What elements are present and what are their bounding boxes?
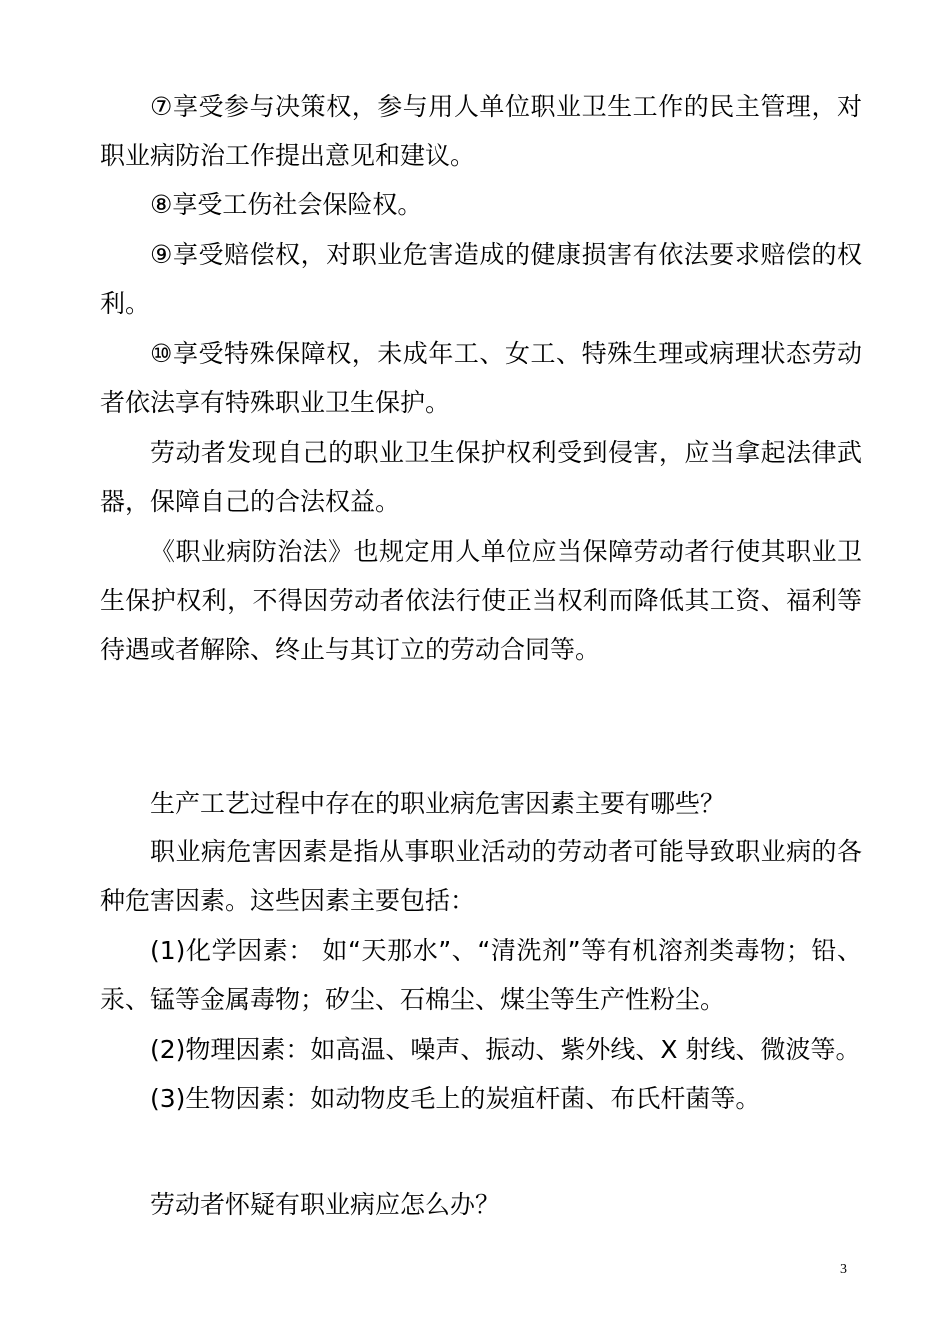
paragraph-right-8: ⑧享受工伤社会保险权。 — [150, 190, 423, 219]
paragraph-law-provision: 《职业病防治法》也规定用人单位应当保障劳动者行使其职业卫生保护权利，不得因劳动者依法行使正当权利而降低其工资、福利等待遇或者解除、终止与其订立的劳动合同等。 — [100, 537, 862, 664]
page-number: 3 — [840, 1262, 847, 1277]
paragraph-right-9: ⑨享受赔偿权，对职业危害造成的健康损害有依法要求赔偿的权利。 — [100, 240, 862, 318]
paragraph-hazard-definition: 职业病危害因素是指从事职业活动的劳动者可能导致职业病的各种危害因素。这些因素主要包括： — [100, 837, 862, 915]
list-item-chemical-factors: (1)化学因素： 如“天那水”、“清洗剂”等有机溶剂类毒物；铅、汞、锰等金属毒物；矽尘、石棉尘、煤尘等生产性粉尘。 — [100, 936, 862, 1014]
list-item-biological-factors: (3)生物因素：如动物皮毛上的炭疽杆菌、布氏杆菌等。 — [150, 1084, 761, 1113]
list-item-physical-factors: (2)物理因素：如高温、噪声、振动、紫外线、X 射线、微波等。 — [150, 1035, 861, 1064]
section-heading-suspected-disease: 劳动者怀疑有职业病应怎么办？ — [150, 1190, 501, 1219]
section-heading-hazard-factors: 生产工艺过程中存在的职业病危害因素主要有哪些？ — [150, 789, 726, 818]
paragraph-rights-infringed: 劳动者发现自己的职业卫生保护权利受到侵害，应当拿起法律武器，保障自己的合法权益。 — [100, 438, 862, 516]
paragraph-right-10: ⑩享受特殊保障权，未成年工、女工、特殊生理或病理状态劳动者依法享有特殊职业卫生保护。 — [100, 339, 862, 417]
paragraph-right-7: ⑦享受参与决策权，参与用人单位职业卫生工作的民主管理，对职业病防治工作提出意见和建议。 — [100, 92, 862, 170]
